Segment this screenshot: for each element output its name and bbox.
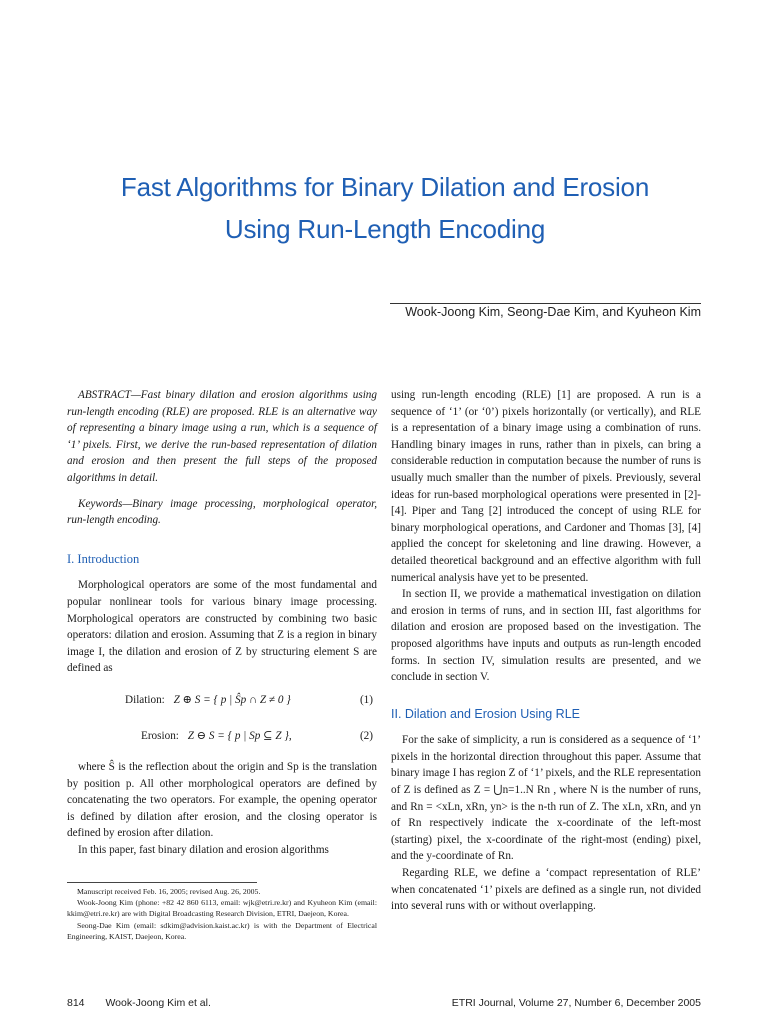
equation-1-number: (1)	[359, 693, 373, 706]
page-number: 814	[67, 997, 85, 1009]
intro-paragraph-1: Morphological operators are some of the most fundamental and popular nonlinear tools for various binary image processing. Morphological operators are constructed by combining two basic operators: dilation and erosion. Assuming that Z is a region in binary image I, the dilation and erosion of Z by structuring element S are defined as	[67, 579, 377, 675]
title-line-2: Using Run-Length Encoding	[224, 214, 546, 244]
right-column	[391, 387, 701, 915]
footnote-rule	[67, 882, 257, 883]
equation-erosion	[67, 723, 377, 749]
running-author: Wook-Joong Kim et al.	[105, 997, 211, 1009]
equation-2-formula: Z ⊖ S = { p | Sp ⊆ Z },	[187, 729, 292, 742]
equation-2-number: (2)	[359, 729, 373, 742]
left-column	[67, 387, 377, 858]
section2-paragraph-2: Regarding RLE, we define a ‘compact representation of RLE’ when concatenated ‘1’ pixels are defined as a single run, not divided into several runs with or without overlapping.	[391, 867, 701, 913]
footnote-affiliation-2: Seong-Dae Kim (email: sdkim@advision.kaist.ac.kr) is with the Department of Electrical Engineering, KAIST, Daejeon, Korea.	[67, 920, 377, 941]
equation-dilation	[67, 687, 377, 713]
section2-paragraph-1: For the sake of simplicity, a run is considered as a sequence of ‘1’ pixels in the horizontal direction throughout this paper. Assume that binary image I has region Z of ‘1’ pixels, and the RLE representation of Z is defined as Z = ⋃n=1..N Rn , where N is the number of runs, and Rn = <xLn, xRn, yn> is the n-th run of Z. The xLn, xRn, and yn of Rn respectively indicate the x-coordinate of the left-most (starting) pixel, the x-coordinate of the right-most (ending) pixel, and the y-coordinate of Rn.	[391, 734, 701, 863]
footnotes	[67, 886, 377, 942]
equation-1-label: Dilation:	[125, 693, 165, 706]
intro-paragraph-3: In this paper, fast binary dilation and erosion algorithms	[78, 843, 329, 856]
section-heading-dilation-erosion: II. Dilation and Erosion Using RLE	[391, 706, 580, 721]
keywords: Keywords—Binary image processing, morphological operator, run-length encoding.	[67, 497, 377, 527]
intro-paragraph-2: where Ŝ is the reflection about the origin and Sp is the translation by position p. All other morphological operators are defined by concatenating the two operators. For example, the opening operator is defined by dilation after erosion, and the closing operator is defined by erosion after dilation.	[67, 760, 377, 840]
section-heading-introduction: I. Introduction	[67, 551, 140, 566]
footer-left	[67, 997, 211, 1009]
footnote-affiliation-1: Wook-Joong Kim (phone: +82 42 860 6113, email: wjk@etri.re.kr) and Kyuheon Kim (email: kkim@etri.re.kr) are with Digital Broadcasting Research Division, ETRI, Daejeon, Korea.	[67, 898, 377, 919]
footnote-manuscript: Manuscript received Feb. 16, 2005; revised Aug. 26, 2005.	[77, 887, 261, 896]
equation-2-label: Erosion:	[141, 729, 179, 742]
title-line-1: Fast Algorithms for Binary Dilation and Erosion	[120, 172, 650, 202]
authors-rule	[390, 303, 701, 304]
author-list: Wook-Joong Kim, Seong-Dae Kim, and Kyuheon Kim	[405, 305, 701, 319]
paper-title	[40, 166, 730, 250]
intro-outline-paragraph: In section II, we provide a mathematical investigation on dilation and erosion in terms of runs, and in section III, fast algorithms for dilation and erosion are proposed based on the investigation. The proposed algorithms have inputs and outputs as run-length encoded forms. In section IV, simulation results are presented, and we conclude in section V.	[391, 588, 701, 684]
equation-1-formula: Z ⊕ S = { p | Ŝp ∩ Z ≠ 0 }	[173, 693, 291, 706]
journal-citation: ETRI Journal, Volume 27, Number 6, December 2005	[451, 997, 701, 1009]
intro-continued-paragraph: using run-length encoding (RLE) [1] are proposed. A run is a sequence of ‘1’ (or ‘0’) pixels horizontally (or vertically), and RLE is a representation of a binary image using a combination of runs. Handling binary images in runs, rather than in pixels, can bring a considerable reduction in computation because the number of runs is usually much smaller than the number of pixels. Previously, several ideas for run-based morphological operations were presented in [2]-[4]. Piper and Tang [2] introduced the concept of using RLE for binary morphological operations, and Cardoner and Thomas [3], [4] applied the concept for skeletoning and line drawing. However, a detailed theoretical background and an effective algorithm with full numerical analysis have yet to be presented.	[391, 389, 701, 584]
abstract: ABSTRACT—Fast binary dilation and erosion algorithms using run-length encoding (RLE) are proposed. RLE is an alternative way of representing a binary image using a run, which is a sequence of ‘1’ pixels. First, we derive the run-based representation of dilation and erosion and then present the full steps of the proposed algorithms in detail.	[67, 389, 377, 484]
